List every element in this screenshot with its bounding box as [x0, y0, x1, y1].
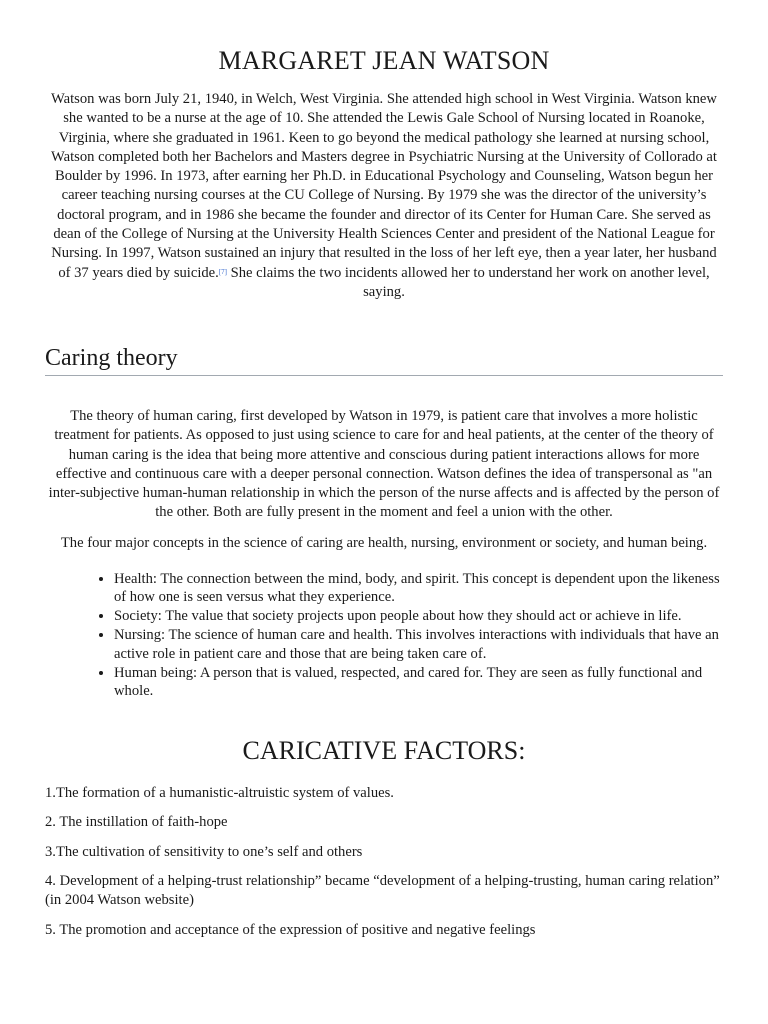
biography-paragraph: [45, 90, 723, 302]
section-heading-caring-theory: Caring theory: [45, 345, 723, 376]
reference-link[interactable]: [7]: [218, 267, 227, 276]
biography-text-continued: She claims the two incidents allowed her to understand her work on another level, saying.: [226, 264, 710, 300]
list-item: • Health: The connection between the mind, body, and spirit. This concept is dependent upon the likeness of how one is seen versus what they experience.: [114, 570, 734, 607]
list-item: • Nursing: The science of human care and health. This involves interactions with individuals that have an active role in patient care and those that are being taken care of.: [114, 626, 734, 663]
concepts-intro: The four major concepts in the science of caring are health, nursing, environment or society, and human being.: [60, 535, 708, 551]
carative-factor-item: 2. The instillation of faith-hope: [45, 814, 228, 830]
list-item: • Society: The value that society projects upon people about how they should act or achieve in life.: [114, 607, 734, 625]
caring-theory-paragraph: The theory of human caring, first developed by Watson in 1979, is patient care that involves a more holistic treatment for patients. As opposed to just using science to care for and heal patients, at the center of the theory of human caring is the idea that being more attentive and conscious during patient interactions allows for more effective and continuous care with a deeper personal connection. Watson defines the idea of transpersonal as "an inter-subjective human-human relationship in which the person of the nurse affects and is affected by the person of the other. Both are fully present in the moment and feel a union with the other.: [48, 408, 720, 521]
page-title: MARGARET JEAN WATSON: [218, 46, 550, 75]
biography-text: Watson was born July 21, 1940, in Welch, West Virginia. She attended high school in West Virginia. Watson knew she wanted to be a nurse at the age of 10. She attended the Lewis Gale School of Nursing located in Roanoke, Virginia, where she graduated in 1961. Keen to go beyond the medical pathology she learned at nursing school, Watson completed both her Bachelors and Masters degree in Psychiatric Nursing at the University of Collorado at Boulder by 1996. In 1973, after earning her Ph.D. in Educational Psychology and Counseling, Watson begun her career teaching nursing courses at the CU College of Nursing. By 1979 she was the director of the university’s doctoral program, and in 1986 she became the founder and director of its Center for Human Care. She served as dean of the College of Nursing at the University Health Sciences Center and president of the National League for Nursing. In 1997, Watson sustained an injury that resulted in the loss of her left eye, then a year later, her husband of 37 years died by suicide.: [51, 91, 717, 281]
carative-factor-item: 5. The promotion and acceptance of the expression of positive and negative feelings: [45, 922, 536, 938]
list-item: • Human being: A person that is valued, respected, and cared for. They are seen as fully functional and whole.: [114, 664, 734, 701]
carative-factor-item: 4. Development of a helping-trust relationship” became “development of a helping-trusting, human caring relation” (in 2004 Watson website): [45, 873, 720, 909]
carative-factor-item: 3.The cultivation of sensitivity to one’s self and others: [45, 844, 363, 860]
carative-factors-heading: CARICATIVE FACTORS:: [242, 736, 526, 765]
carative-factor-item: 1.The formation of a humanistic-altruistic system of values.: [45, 785, 394, 801]
concepts-list: [85, 570, 734, 701]
